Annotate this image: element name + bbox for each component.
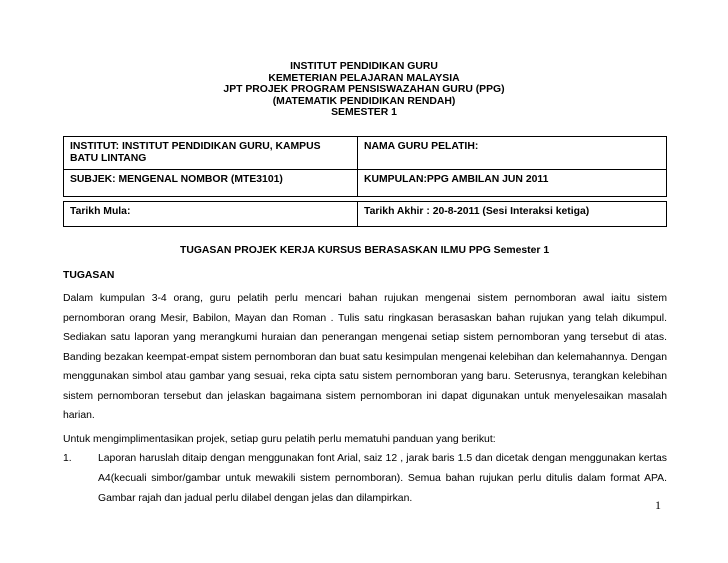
page-number: 1 [655,498,661,512]
institut-cell: INSTITUT: INSTITUT PENDIDIKAN GURU, KAMPUS BATU LINTANG [64,137,358,170]
info-table [63,136,667,227]
header-semester: SEMESTER 1 [331,107,397,118]
header-specialization: (MATEMATIK PENDIDIKAN RENDAH) [272,95,456,107]
section-label: TUGASAN [63,270,115,281]
task-description [63,289,667,426]
header-institution: INSTITUT PENDIDIKAN GURU [290,61,438,72]
guideline-intro [63,430,667,449]
guideline-item-number: 1. [63,453,72,464]
guideline-item-text: Laporan haruslah ditaip dengan menggunakan font Arial, saiz 12 , jarak baris 1.5 dan dicetak dengan menggunakan kertas A4(kecuali simbor/gambar untuk mewakili sistem pernomboran). Semua bahan rujukan perlu ditulis dalam format APA. Gambar rajah dan jadual perlu dilabel dengan jelas dan dilampirkan. [98,453,667,504]
kumpulan-cell: KUMPULAN:PPG AMBILAN JUN 2011 [358,170,667,197]
assignment-title: TUGASAN PROJEK KERJA KURSUS BERASASKAN ILMU PPG Semester 1 [180,245,550,256]
header-program: JPT PROJEK PROGRAM PENSISWAZAHAN GURU (PPG) [223,84,505,95]
document-header [0,61,728,119]
guru-pelatih-cell: NAMA GURU PELATIH: [358,137,667,170]
subjek-cell: SUBJEK: MENGENAL NOMBOR (MTE3101) [64,170,358,197]
guideline-intro-text: Untuk mengimplimentasikan projek, setiap guru pelatih perlu mematuhi panduan yang berikut: [63,434,496,445]
task-paragraph: Dalam kumpulan 3-4 orang, guru pelatih perlu mencari bahan rujukan mengenai sistem pernomboran awal iaitu sistem pernomboran orang Mesir, Babilon, Mayan dan Roman . Tulis satu ringkasan berasaskan bahan rujukan yang telah dikumpul. Sediakan satu laporan yang merangkumi huraian dan penerangan mengenai setiap sistem pernomboran yang tersebut di atas. Banding bezakan keempat-empat sistem pernomboran dan buat satu kesimpulan mengenai kelebihan dan kelemahannya. Dengan menggunakan simbol atau gambar yang sesuai, reka cipta satu sistem pernomboran yang baru. Seterusnya, terangkan kelebihan sistem pernomboran tersebut dan jelaskan bagaimana sistem pernomboran ini dapat digunakan untuk menyelesaikan masalah harian. [63,293,667,421]
header-ministry: KEMETERIAN PELAJARAN MALAYSIA [268,72,460,84]
tarikh-mula-cell: Tarikh Mula: [64,202,358,227]
tarikh-akhir-cell: Tarikh Akhir : 20-8-2011 (Sesi Interaksi ketiga) [358,202,667,227]
